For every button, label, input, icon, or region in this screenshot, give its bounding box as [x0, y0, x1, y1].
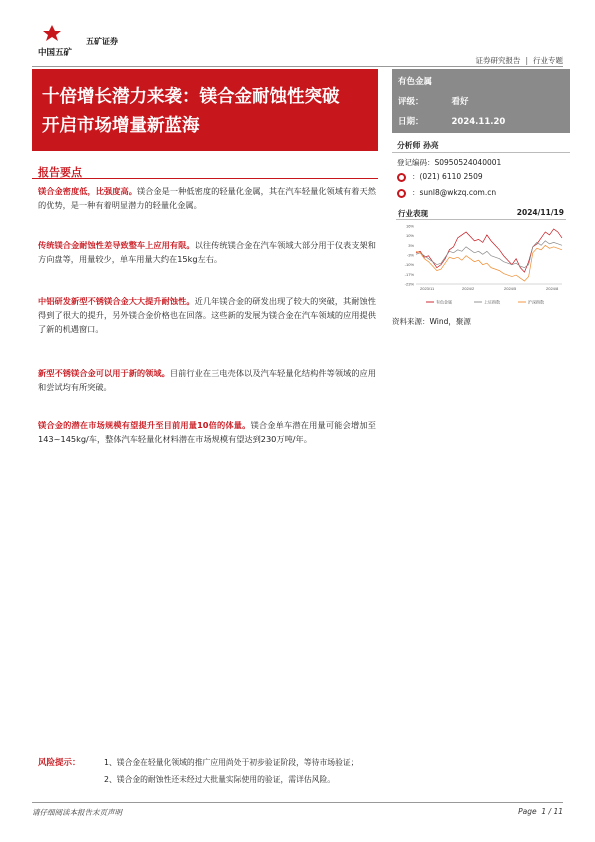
y-tick-label: 10%: [405, 233, 414, 239]
analyst-phone: [397, 171, 483, 182]
y-tick-label: 16%: [405, 223, 414, 229]
legend-label: 沪深指数: [528, 299, 544, 305]
phone-icon: [397, 173, 406, 182]
date-row: [398, 112, 564, 132]
analyst-registration: [397, 157, 501, 168]
analyst-name: 分析师 孙亮: [397, 141, 439, 150]
summary-text: 以往传统镁合金在汽车领域大部分用于仪表支架和方向盘等，用量较少，单车用量大约在15kg左右。: [38, 240, 376, 265]
summary-highlight: 镁合金密度低，比强度高。: [38, 186, 137, 196]
email-colon: ：: [412, 188, 420, 197]
summary-paragraph: [38, 294, 376, 337]
summary-text: 镁合金单车潜在用量可能会增加至143~145kg/车，整体汽车轻量化材料潜在市场规模有望达到230万吨/年。: [38, 420, 376, 445]
performance-header: [398, 208, 564, 219]
risk-item: 2、镁合金的耐蚀性还未经过大批量实际使用的验证，需详估风险。: [104, 775, 336, 784]
page-number: [518, 807, 563, 816]
report-title-line-2: 开启市场增量新蓝海: [42, 116, 200, 136]
rating-box: [392, 69, 570, 133]
analyst-divider: [392, 152, 570, 153]
summary-highlight: 中铝研发新型不锈镁合金大大提升耐蚀性。: [38, 296, 195, 306]
email-value[interactable]: sunl8@wkzq.com.cn: [419, 188, 497, 197]
company-logo: [38, 22, 128, 60]
legend-label: 上证指数: [484, 299, 500, 305]
performance-title: 行业表现: [398, 209, 428, 218]
report-subtype-tag: 行业专题: [533, 56, 563, 65]
analyst-email: [397, 187, 496, 198]
performance-divider: [396, 219, 566, 220]
summary-paragraph: [38, 238, 376, 266]
rating-row: [398, 92, 564, 112]
x-tick-label: 2024/2: [462, 286, 475, 291]
page-count: 1 / 11: [541, 807, 563, 816]
y-tick-label: -3%: [406, 252, 414, 258]
header-divider: [32, 66, 563, 67]
industry-performance: [392, 202, 570, 312]
x-tick-label: 2024/8: [546, 286, 559, 291]
legend-label: 有色金属: [436, 299, 452, 305]
phone-colon: ：: [412, 172, 420, 181]
report-type-tag: 证券研究报告: [475, 56, 521, 65]
summary-paragraph: [38, 418, 376, 446]
report-type-tags: 证券研究报告 | 行业专题: [475, 56, 563, 65]
x-tick-label: 2023/11: [420, 286, 435, 291]
series-line-2: [416, 245, 562, 281]
phone-value: (021) 6110 2509: [419, 172, 483, 181]
registration-value: S0950524040001: [434, 158, 502, 167]
summary-highlight: 新型不锈镁合金可以用于新的领域。: [38, 368, 170, 378]
y-tick-label: -23%: [404, 281, 414, 287]
series-line-1: [416, 241, 562, 268]
chart-source: 资料来源：Wind，聚源: [392, 317, 471, 326]
risk-label: 风险提示：: [38, 758, 81, 768]
summary-paragraph: [38, 366, 376, 394]
summary-divider: [32, 178, 378, 179]
company-subname: 五矿证券: [86, 37, 118, 46]
report-title-banner: [32, 69, 378, 151]
report-title-line-1: 十倍增长潜力来袭：镁合金耐蚀性突破: [42, 87, 340, 107]
summary-text: 近几年镁合金的研发出现了较大的突破，其耐蚀性得到了很大的提升，另外镁合金价格也在回落。这些新的发展为镁合金在汽车领域的应用提供了新的机遇窗口。: [38, 296, 376, 335]
summary-highlight: 镁合金的潜在市场规模有望提升至目前用量10倍的体量。: [38, 420, 251, 430]
risk-item: 1、镁合金在轻量化领域的推广应用尚处于初步验证阶段，等待市场验证；: [104, 758, 359, 767]
summary-text: 目前行业在三电壳体以及汽车轻量化结构件等领域的应用和尝试均有所突破。: [38, 368, 376, 393]
y-tick-label: 3%: [408, 242, 414, 248]
y-tick-label: -10%: [404, 262, 414, 268]
rating-value: 看好: [451, 97, 469, 107]
date-label: 日期：: [398, 117, 424, 127]
company-name: 中国五矿: [38, 48, 73, 58]
summary-paragraph: [38, 184, 376, 212]
x-tick-label: 2024/5: [504, 286, 517, 291]
summary-heading: 报告要点: [38, 166, 82, 179]
summary-highlight: 传统镁合金耐蚀性差导致整车上应用有限。: [38, 240, 195, 250]
date-value: 2024.11.20: [451, 117, 506, 127]
registration-label: 登记编码：: [397, 158, 435, 167]
rating-label: 评级：: [398, 97, 424, 107]
footer-divider: [32, 802, 563, 803]
page-label: Page: [518, 807, 537, 816]
performance-chart: [396, 222, 566, 310]
y-tick-label: -17%: [404, 271, 414, 277]
logo-mark-icon: [42, 24, 62, 42]
performance-date: 2024/11/19: [516, 208, 564, 217]
email-icon: [397, 189, 406, 198]
disclaimer-note: 请仔细阅读本报告末页声明: [32, 808, 122, 817]
industry-name: 有色金属: [398, 77, 433, 87]
summary-text: 镁合金是一种低密度的轻量化金属，其在汽车轻量化领域有着天然的优势，是一种有着明显潜力的轻量化金属。: [38, 186, 376, 211]
